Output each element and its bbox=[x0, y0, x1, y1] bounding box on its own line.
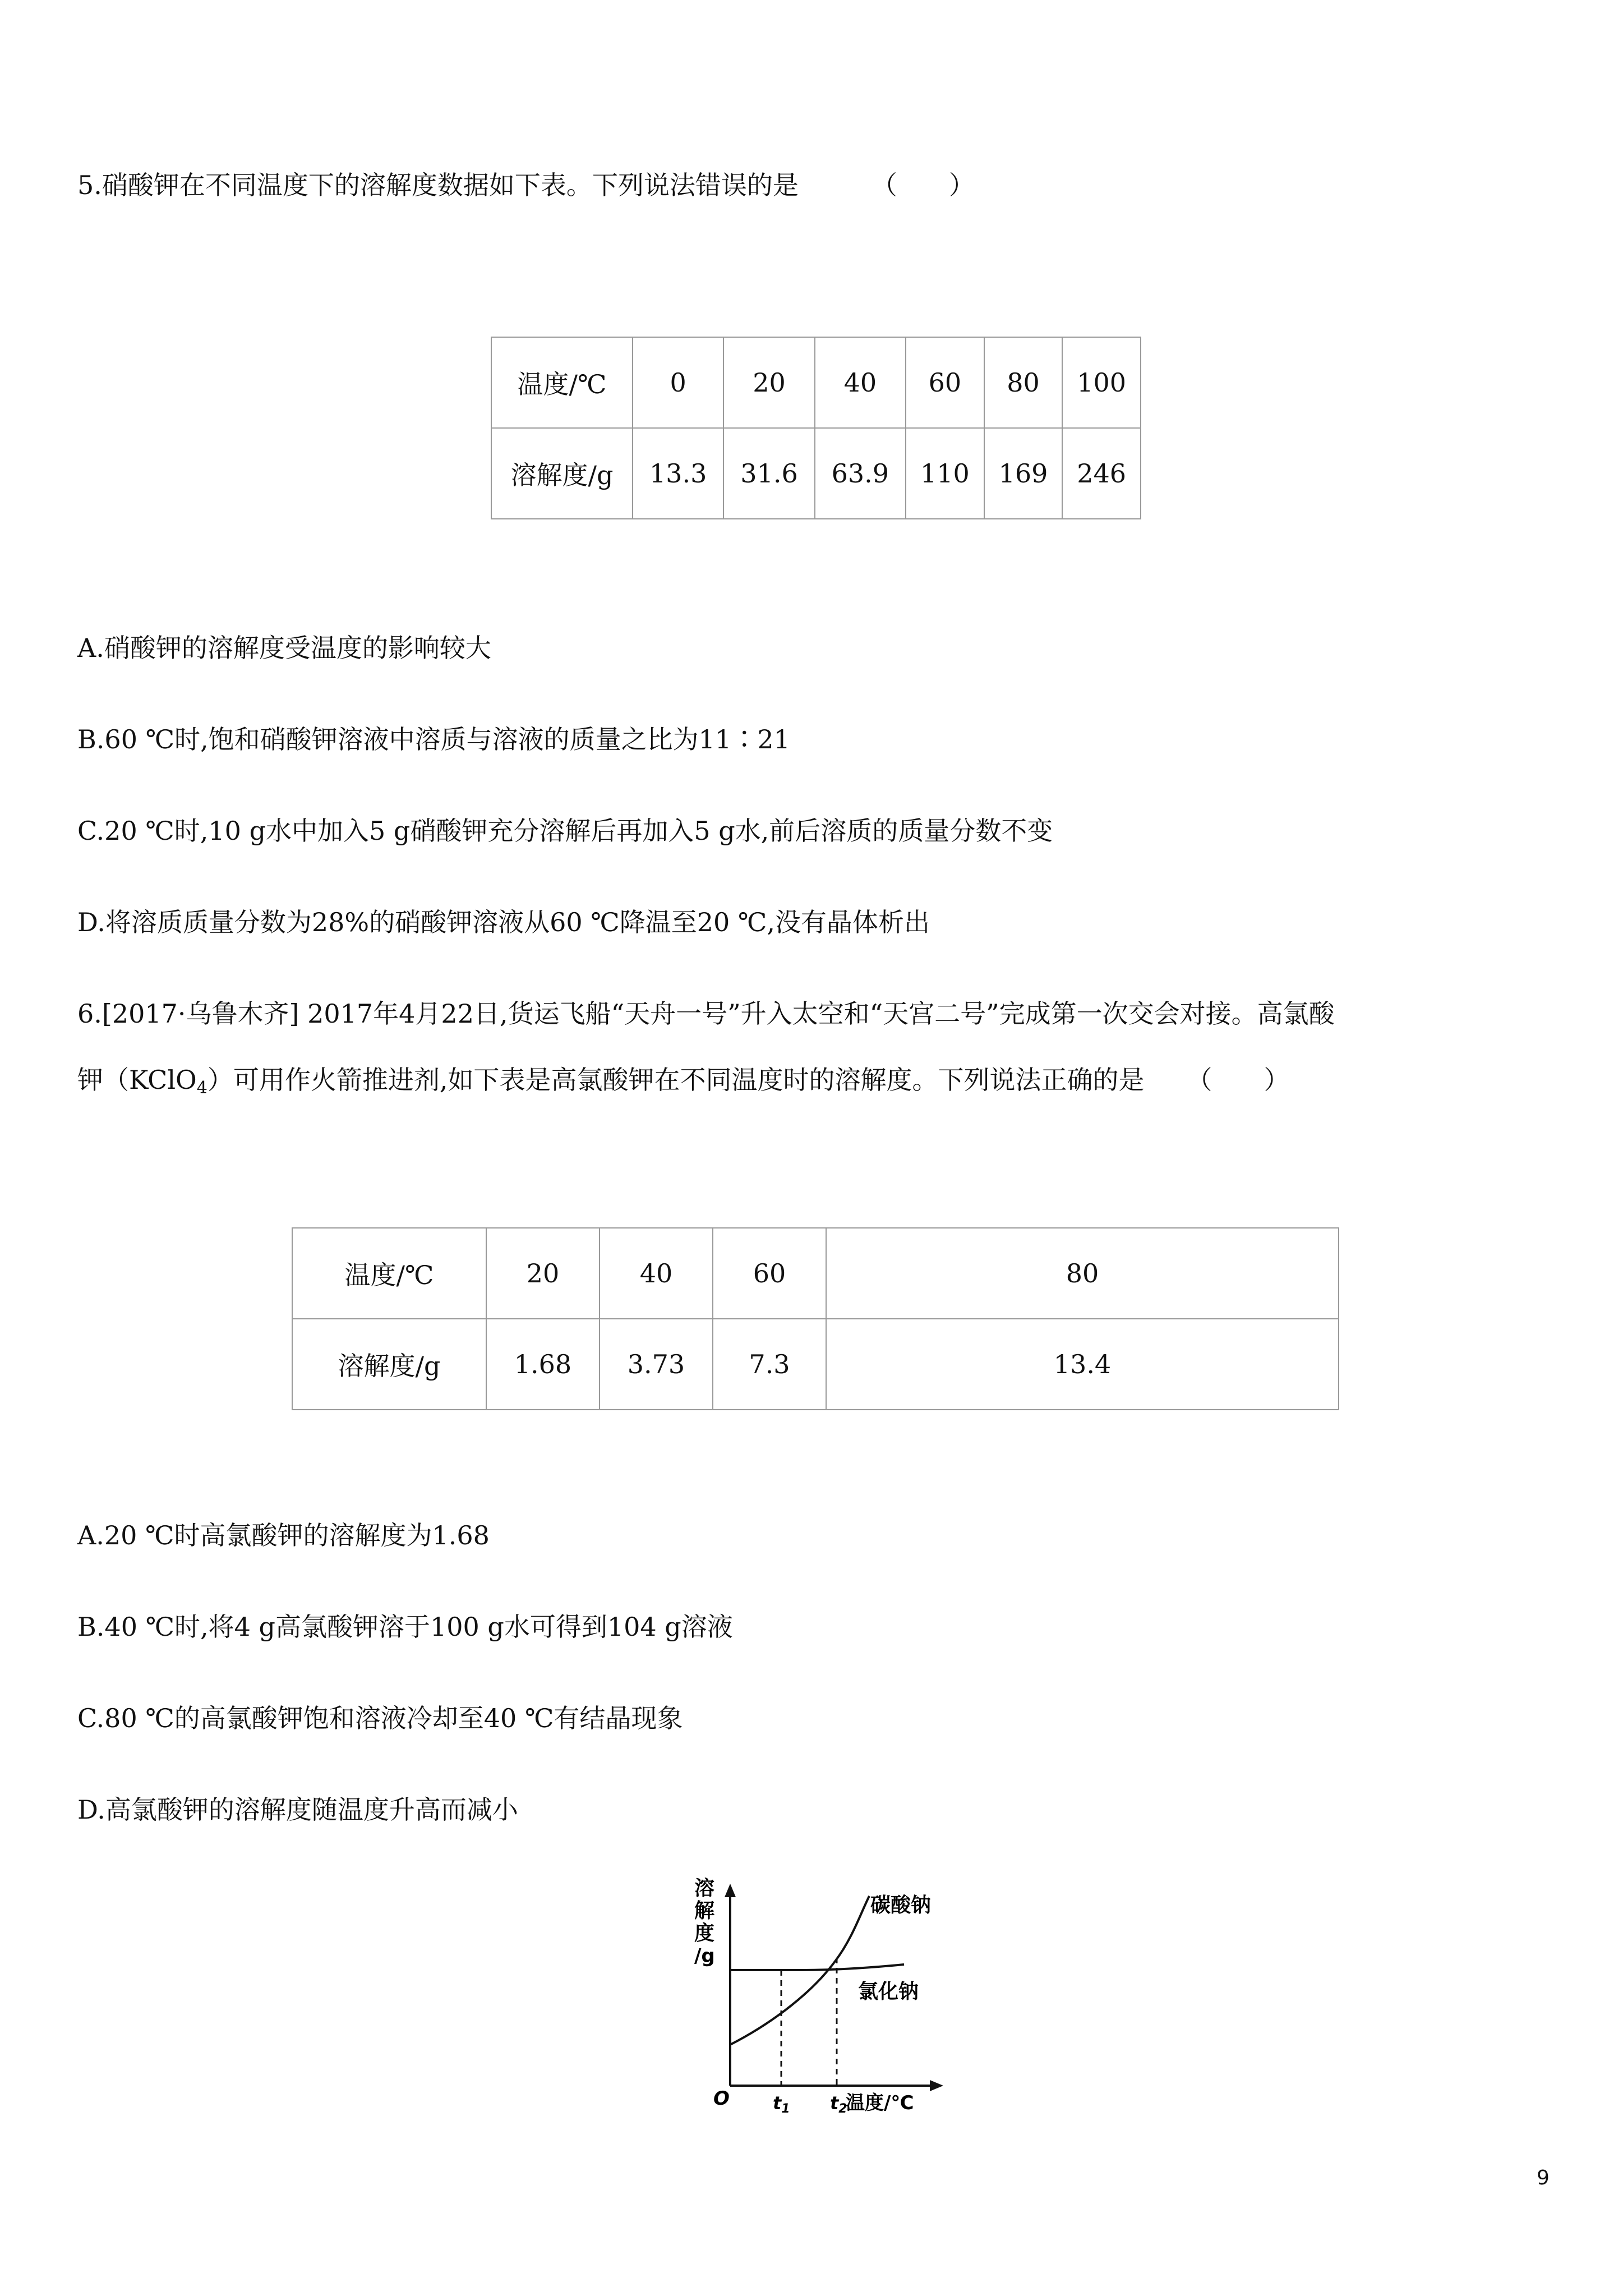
table-cell: 40 bbox=[815, 337, 906, 428]
q5-option-a: A.硝酸钾的溶解度受温度的影响较大 bbox=[77, 633, 491, 663]
table-header-cell: 溶解度/g bbox=[292, 1319, 486, 1410]
table-cell: 110 bbox=[906, 428, 984, 519]
y-axis-label-char: /g bbox=[694, 1945, 715, 1967]
t1-label bbox=[773, 2092, 790, 2116]
q6-stem-line2 bbox=[77, 1063, 1289, 1105]
table-cell: 13.4 bbox=[826, 1319, 1339, 1410]
t2-label-text: t bbox=[830, 2092, 839, 2114]
q6-option-d: D.高氯酸钾的溶解度随温度升高而减小 bbox=[77, 1795, 518, 1825]
q6-option-a: A.20 ℃时高氯酸钾的溶解度为1.68 bbox=[77, 1520, 490, 1550]
y-axis-label-char: 溶 bbox=[694, 1877, 715, 1900]
table-row bbox=[292, 1319, 1339, 1410]
table-row bbox=[491, 337, 1141, 428]
y-axis-arrow-icon bbox=[725, 1884, 736, 1897]
table-cell: 3.73 bbox=[600, 1319, 713, 1410]
x-axis-arrow-icon bbox=[930, 2080, 943, 2091]
t2-label bbox=[830, 2092, 847, 2116]
table-row bbox=[292, 1228, 1339, 1319]
sodium-carbonate-label: 碳酸钠 bbox=[870, 1894, 932, 1917]
table-cell: 60 bbox=[906, 337, 984, 428]
table-cell: 100 bbox=[1062, 337, 1141, 428]
table-cell: 246 bbox=[1062, 428, 1141, 519]
q6-option-c: C.80 ℃的高氯酸钾饱和溶液冷却至40 ℃有结晶现象 bbox=[77, 1703, 683, 1733]
q5-option-d: D.将溶质质量分数为28%的硝酸钾溶液从60 ℃降温至20 ℃,没有晶体析出 bbox=[77, 907, 930, 937]
table-cell: 7.3 bbox=[713, 1319, 826, 1410]
y-axis-label-char: 度 bbox=[694, 1922, 715, 1945]
q6-solubility-table bbox=[292, 1227, 1339, 1410]
t1-label-subscript: 1 bbox=[781, 2102, 790, 2116]
table-cell: 80 bbox=[826, 1228, 1339, 1319]
sodium-chloride-label: 氯化钠 bbox=[858, 1980, 919, 2003]
sodium-chloride-curve bbox=[730, 1964, 904, 1970]
page-number: 9 bbox=[1537, 2166, 1550, 2189]
table-cell: 20 bbox=[486, 1228, 600, 1319]
t1-label-text: t bbox=[773, 2092, 782, 2114]
table-cell: 40 bbox=[600, 1228, 713, 1319]
solubility-curve-figure bbox=[690, 1874, 953, 2120]
q6-formula-subscript: 4 bbox=[196, 1078, 208, 1098]
q6-option-b: B.40 ℃时,将4 g高氯酸钾溶于100 g水可得到104 g溶液 bbox=[77, 1612, 733, 1642]
table-header-cell: 温度/℃ bbox=[491, 337, 633, 428]
q5-option-c: C.20 ℃时,10 g水中加入5 g硝酸钾充分溶解后再加入5 g水,前后溶质的质量分数不变 bbox=[77, 816, 1053, 846]
origin-label: O bbox=[713, 2087, 730, 2110]
q5-answer-bracket: （ ） bbox=[871, 170, 975, 200]
table-cell: 169 bbox=[984, 428, 1063, 519]
t2-label-subscript: 2 bbox=[838, 2102, 847, 2116]
table-cell: 31.6 bbox=[723, 428, 814, 519]
q6-stem-text-b: ）可用作火箭推进剂,如下表是高氯酸钾在不同温度时的溶解度。下列说法正确的是 bbox=[207, 1065, 1145, 1095]
q6-answer-bracket: （ ） bbox=[1186, 1065, 1290, 1095]
table-cell: 60 bbox=[713, 1228, 826, 1319]
table-cell: 13.3 bbox=[633, 428, 723, 519]
q5-stem-text: 5.硝酸钾在不同温度下的溶解度数据如下表。下列说法错误的是 bbox=[77, 170, 799, 200]
table-header-cell: 溶解度/g bbox=[491, 428, 633, 519]
table-header-cell: 温度/℃ bbox=[292, 1228, 486, 1319]
table-cell: 80 bbox=[984, 337, 1063, 428]
q5-solubility-table bbox=[491, 337, 1141, 519]
x-axis-label: 温度/℃ bbox=[846, 2092, 914, 2114]
q6-stem-line1: 6.[2017·乌鲁木齐] 2017年4月22日,货运飞船“天舟一号”升入太空和“天宫二号”完成第一次交会对接。高氯酸 bbox=[77, 999, 1335, 1029]
table-cell: 63.9 bbox=[815, 428, 906, 519]
q5-option-b: B.60 ℃时,饱和硝酸钾溶液中溶质与溶液的质量之比为11∶21 bbox=[77, 724, 790, 754]
table-cell: 20 bbox=[723, 337, 814, 428]
table-cell: 1.68 bbox=[486, 1319, 600, 1410]
y-axis-label-char: 解 bbox=[694, 1899, 715, 1922]
table-cell: 0 bbox=[633, 337, 723, 428]
q5-stem bbox=[77, 168, 975, 202]
table-row bbox=[491, 428, 1141, 519]
q6-stem-text-a: 钾（KClO bbox=[77, 1065, 197, 1095]
